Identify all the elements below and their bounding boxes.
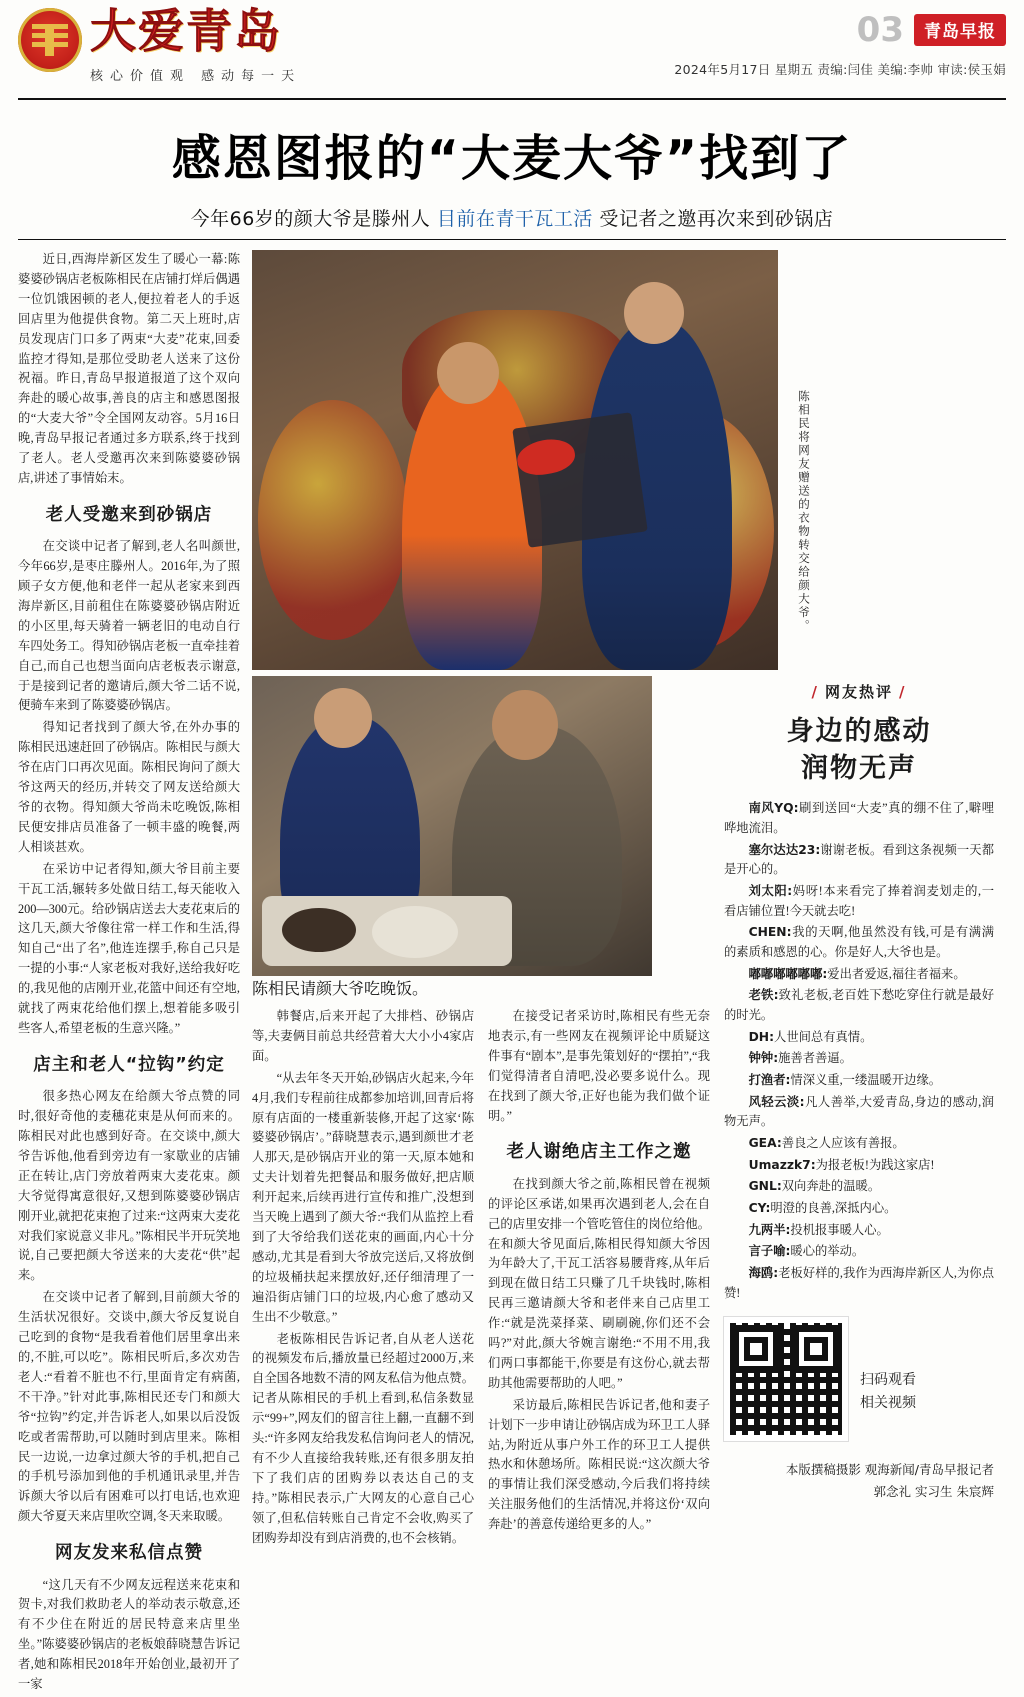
lower-area: [252, 676, 1006, 1550]
comment-text: 老板好样的,我作为西海岸新区人,为你点赞!: [724, 1265, 994, 1300]
comment-user: GEA:: [748, 1135, 782, 1150]
photo-content: [252, 676, 652, 976]
comment-item: [724, 1134, 994, 1154]
qr-block: [724, 1317, 994, 1441]
masthead-logo: [18, 6, 301, 84]
comment-user: CHEN:: [748, 925, 792, 940]
comment-user: DH:: [748, 1029, 775, 1044]
comment-item: [724, 1093, 994, 1132]
comment-user: 言子喻:: [748, 1244, 791, 1259]
comment-text: 致礼老板,老百姓下愁吃穿住行就是最好的时光。: [724, 988, 994, 1022]
comment-item: [724, 1221, 994, 1241]
paragraph: 很多热心网友在给颜大爷点赞的同时,很好奇他的麦穗花束是从何而来的。陈相民对此也感到好奇。在交谈中,颜大爷告诉他,他看到旁边有一家歇业的店铺正在转让,店门旁放着两束大麦花束。颜大爷觉得寓意很好,又想到陈婆婆砂锅店刚开业,就把花束抱了过来:“这两束大麦花对我们家说意义非凡。”陈相民半开玩笑地说,自己要把颜大爷送来的大麦花“供”起来。: [18, 1089, 240, 1283]
comment-user: 老铁:: [748, 988, 779, 1003]
paragraph: 韩餐店,后来开起了大排档、砂锅店等,夫妻俩目前总共经营着大大小小4家店面。: [252, 1009, 474, 1063]
comment-text: 谢谢老板。看到这条视频一天都是开心的。: [724, 842, 994, 877]
section-heading-1: 老人受邀来到砂锅店: [45, 504, 213, 525]
photo-handover: [252, 250, 778, 670]
paragraph: “从去年冬天开始,砂锅店火起来,今年4月,我们专程前往成都参加培训,回青后将原有店面的一楼重新装修,开起了这家‘陈婆婆砂锅店’。”薛晓慧表示,遇到颜世才老人那天,是砂锅店开业的第一天,原本她和丈夫计划着先把餐品和服务做好,把店顺利开起来,后续再进行宣传和推广,没想到当天晚上遇到了颜大爷:“我们从监控上看到了大爷给我们送花束的画面,内心十分感动,尤其是看到大爷放完送后,又将放倒的垃圾桶扶起来摆放好,还仔细清理了一遍沿街店铺门口的垃圾,内心愈了感动又生出不少敬意。”: [252, 1070, 474, 1324]
rail-tag-label: 网友热评: [824, 683, 893, 701]
comment-text: 双向奔赴的温暖。: [781, 1179, 881, 1194]
comment-text: 人世间总有真情。: [774, 1029, 873, 1044]
paragraph: 在交谈中记者了解到,老人名叫颜世,今年66岁,是枣庄滕州人。2016年,为了照顾子女方便,他和老伴一起从老家来到西海岸新区,目前租住在陈婆婆砂锅店附近的小区里,每天骑着一辆老旧的电动自行车四处务工。得知砂锅店老板一直牵挂着自己,而自己也想当面向店老板表示谢意,于是接到记者的邀请后,颜大爷二话不说,便骑车来到了陈婆婆砂锅店。: [18, 539, 240, 713]
comments-rail: [724, 676, 994, 1550]
comment-item: [724, 1177, 994, 1197]
publication-title: 大爱青岛: [90, 4, 282, 58]
comment-text: 我的天啊,他虽然没有钱,可是有满满的素质和感恩的心。你是好人,大爷也是。: [724, 925, 994, 959]
center-and-right: [252, 250, 1006, 1550]
masthead-right: [674, 6, 1006, 78]
issue-info: 2024年5月17日 星期五 责编:闫佳 美编:李帅 审读:侯玉娟: [674, 62, 1006, 77]
center-columns: [252, 676, 712, 1550]
photo-content: [252, 250, 778, 670]
paper-badge: [914, 14, 1006, 46]
rail-title-line1: 身边的感动: [786, 716, 932, 748]
top-photo-caption: 陈相民将网友赠送的衣物转交给颜大爷。: [797, 390, 811, 633]
comment-user: 风轻云淡:: [748, 1094, 805, 1109]
comment-item: [724, 1156, 994, 1176]
article-headline: 感恩图报的“大麦大爷”找到了: [171, 130, 853, 187]
paragraph: 老板陈相民告诉记者,自从老人送花的视频发布后,播放量已经超过2000万,来自全国各地数不清的网友私信为他点赞。记者从陈相民的手机上看到,私信条数显示“99+”,网友们的留言往上翻,一直翻不到头:“许多网友给我发私信询问老人的情况,有不少人直接给我转账,还有很多朋友拍下了我们店的团购券以表达自己的支持。”陈相民表示,广大网友的心意自己心领了,但私信转账自己肯定不会收,购买了团购券却没有到店消费的,也不会核销。: [252, 1331, 474, 1545]
qr-note-line2: 相关视频: [860, 1394, 916, 1411]
rail-bar-right: /: [899, 683, 907, 701]
seal-icon: [18, 8, 82, 72]
comment-item: [724, 923, 994, 962]
comment-user: 塞尔达达23:: [748, 842, 821, 857]
section-heading-3: 网友发来私信点赞: [55, 1543, 203, 1564]
subhead-highlight: 目前在青干瓦工活: [436, 208, 593, 230]
paragraph: 得知记者找到了颜大爷,在外办事的陈相民迅速赶回了砂锅店。陈相民与颜大爷在店门口再次见面。陈相民询问了颜大爷这两天的经历,并转交了网友送给颜大爷的衣物。得知颜大爷尚未吃晚饭,陈相民便安排店员准备了一顿丰盛的晚餐,两人相谈甚欢。: [18, 720, 240, 854]
rail-title-line2: 润物无声: [801, 752, 917, 784]
paragraph: 近日,西海岸新区发生了暖心一幕:陈婆婆砂锅店老板陈相民在店铺打烊后偶遇一位饥饿困顿的老人,便拉着老人的手返回店里为他提供食物。第二天上班时,店员发现店门口多了两束“大麦”花束,回委监控才得知,是那位受助老人送来了这份祝福。昨日,青岛早报道报道了这个双向奔赴的暖心故事,善良的店主和感恩图报的“大麦大爷”令全国网友动容。5月16日晚,青岛早报记者通过多方联系,终于找到了老人。老人受邀再次来到陈婆婆砂锅店,讲述了事情始末。: [18, 252, 240, 485]
rail-bar-left: /: [811, 683, 819, 701]
publication-slogan: 核心价值观 感动每一天: [90, 68, 302, 84]
mid-photo-caption: 陈相民请颜大爷吃晚饭。: [252, 981, 429, 998]
comment-item: [724, 841, 994, 880]
comment-item: [724, 965, 994, 985]
comment-user: 刘太阳:: [748, 883, 793, 898]
qr-note: [860, 1317, 916, 1414]
photo-dinner: [252, 676, 652, 976]
article-grid: [18, 250, 1006, 1697]
top-photo-wrap: [252, 250, 811, 670]
qr-note-line1: 扫码观看: [860, 1372, 916, 1389]
comment-user: Umazzk7:: [748, 1157, 816, 1172]
text-column-2: [252, 1007, 474, 1550]
comment-text: 施善者善逼。: [778, 1051, 852, 1066]
comment-user: 海鸥:: [748, 1265, 779, 1280]
comment-text: 善良之人应该有善报。: [781, 1135, 905, 1150]
comment-text: 凡人善举,大爱青岛,身边的感动,润物无声。: [724, 1094, 994, 1129]
comment-user: 九两半:: [748, 1222, 791, 1237]
comment-user: 钟钟:: [748, 1051, 779, 1066]
qr-code[interactable]: [724, 1317, 848, 1441]
headline-divider: [18, 239, 1006, 240]
text-column-1: [18, 250, 240, 1697]
paper-badge-label: 青岛早报: [924, 22, 996, 42]
comment-item: [724, 799, 994, 838]
comment-user: 嘟嘟嘟嘟嘟嘟:: [748, 966, 828, 981]
comment-item: [724, 986, 994, 1025]
comment-text: 为报老板!为践这家店!: [815, 1157, 935, 1172]
paragraph: 在交谈中记者了解到,目前颜大爷的生活状况很好。交谈中,颜大爷反复说自己吃到的食物“是我看着他们居里拿出来的,不脏,可以吃”。陈相民听后,多次劝告老人:“看着不脏也不行,里面肯定有病菌,不干净。”针对此事,陈相民还专门和颜大爷“拉钩”约定,并告诉老人,如果以后没饭吃或者需帮助,可以随时到店里来。陈相民一边说,一边拿过颜大爷的手机,把自己的手机号添加到他的手机通讯录里,并告诉颜大爷以后有困难可以打电话,也欢迎颜大爷夏天来店里吹空调,冬天来取暖。: [18, 1290, 240, 1524]
masthead: [18, 0, 1006, 96]
comment-item: [724, 1071, 994, 1091]
comment-text: 投机报事暖人心。: [790, 1222, 889, 1237]
comment-item: [724, 1242, 994, 1262]
comment-item: [724, 1264, 994, 1303]
subhead-part1: 今年66岁的颜大爷是滕州人: [190, 208, 437, 230]
text-column-3: [488, 1007, 710, 1550]
comment-text: 刷到送回“大麦”真的绷不住了,噼哩哗地流泪。: [724, 801, 994, 835]
rail-tag: [724, 680, 994, 704]
mid-photo-wrap: [252, 676, 666, 999]
byline-credit: [724, 1459, 994, 1502]
subhead-part2: 受记者之邀再次来到砂锅店: [592, 208, 834, 230]
comment-item: [724, 1028, 994, 1048]
comment-item: [724, 1049, 994, 1069]
comment-user: GNL:: [748, 1179, 782, 1194]
credit-line-2: 郭念礼 实习生 朱宸辉: [873, 1483, 994, 1499]
paragraph: 在采访中记者得知,颜大爷目前主要干瓦工活,辗转多处做日结工,每天能收入200—300元。给砂锅店送去大麦花束后的这几天,颜大爷像往常一样工作和生活,得知自己“出了名”,他连连摆手,称自己只是一提的小事:“人家老板对我好,送给我好吃的,我见他的店刚开业,花篮中间还有空地,就找了两束花给他们摆上,想着能多吸引些客人,希望老板的生意兴隆。”: [18, 861, 240, 1035]
comment-text: 明澄的良善,深抵内心。: [770, 1200, 897, 1215]
comment-user: CY:: [748, 1200, 771, 1215]
comment-text: 妈呀!本来看完了捧着润麦划走的,一看店铺位置!今天就去吃!: [724, 883, 994, 918]
comment-item: [724, 882, 994, 921]
paragraph: 采访最后,陈相民告诉记者,他和妻子计划下一步申请让砂锅店成为环卫工人驿站,为附近从事户外工作的环卫工人提供热水和休憩场所。陈相民说:“这次颜大爷的事情让我们深受感动,今后我们将持续关注服务他们的生活情况,并将这份‘双向奔赴’的善意传递给更多的人。”: [488, 1397, 710, 1532]
masthead-divider: [18, 98, 1006, 100]
section-heading-4: 老人谢绝店主工作之邀: [506, 1142, 692, 1163]
article-subhead: [18, 204, 1006, 231]
paragraph: “这几天有不少网友远程送来花束和贺卡,对我们救助老人的举动表示敬意,还有不少住在附近的居民特意来店里坐坐。”陈婆婆砂锅店的老板娘薛晓慧告诉记者,她和陈相民2018年开始创业,最初开了一家: [18, 1577, 240, 1692]
paragraph: 在接受记者采访时,陈相民有些无奈地表示,有一些网友在视频评论中质疑这件事有“剧本”,是事先策划好的“摆拍”,“我们觉得清者自清吧,没必要多说什么。现在找到了颜大爷,正好也能为我们做个证明。”: [488, 1009, 710, 1123]
comment-user: 打渔者:: [748, 1072, 791, 1087]
credit-line-1: 本版撰稿摄影 观海新闻/青岛早报记者: [785, 1462, 994, 1478]
paragraph: 在找到颜大爷之前,陈相民曾在视频的评论区承诺,如果再次遇到老人,会在自己的店里安排一个管吃管住的岗位给他。在和颜大爷见面后,陈相民得知颜大爷因为年龄大了,干瓦工活容易腰背疼,从年后到现在做日结工只赚了几千块钱时,陈相民再三邀请颜大爷和老伴来自己店里工作:“就是洗菜择菜、刷刷碗,你们还不会吗?”对此,颜大爷婉言谢绝:“不用不用,我们两口事都能干,你要是有这份心,就去帮助其他需要帮助的人吧。”: [488, 1176, 710, 1390]
section-heading-2: 店主和老人“拉钩”约定: [33, 1054, 225, 1075]
comment-text: 爱出者爱返,福往者福来。: [827, 966, 966, 981]
comment-text: 暖心的举动。: [790, 1244, 865, 1259]
comment-item: [724, 1199, 994, 1219]
comment-user: 南风YQ:: [748, 801, 799, 816]
rail-title: [724, 714, 994, 787]
comment-text: 情深义重,一缕温暖开边缘。: [790, 1072, 942, 1087]
page-number: 03: [856, 10, 904, 50]
text-columns-2-3: [252, 1007, 712, 1550]
